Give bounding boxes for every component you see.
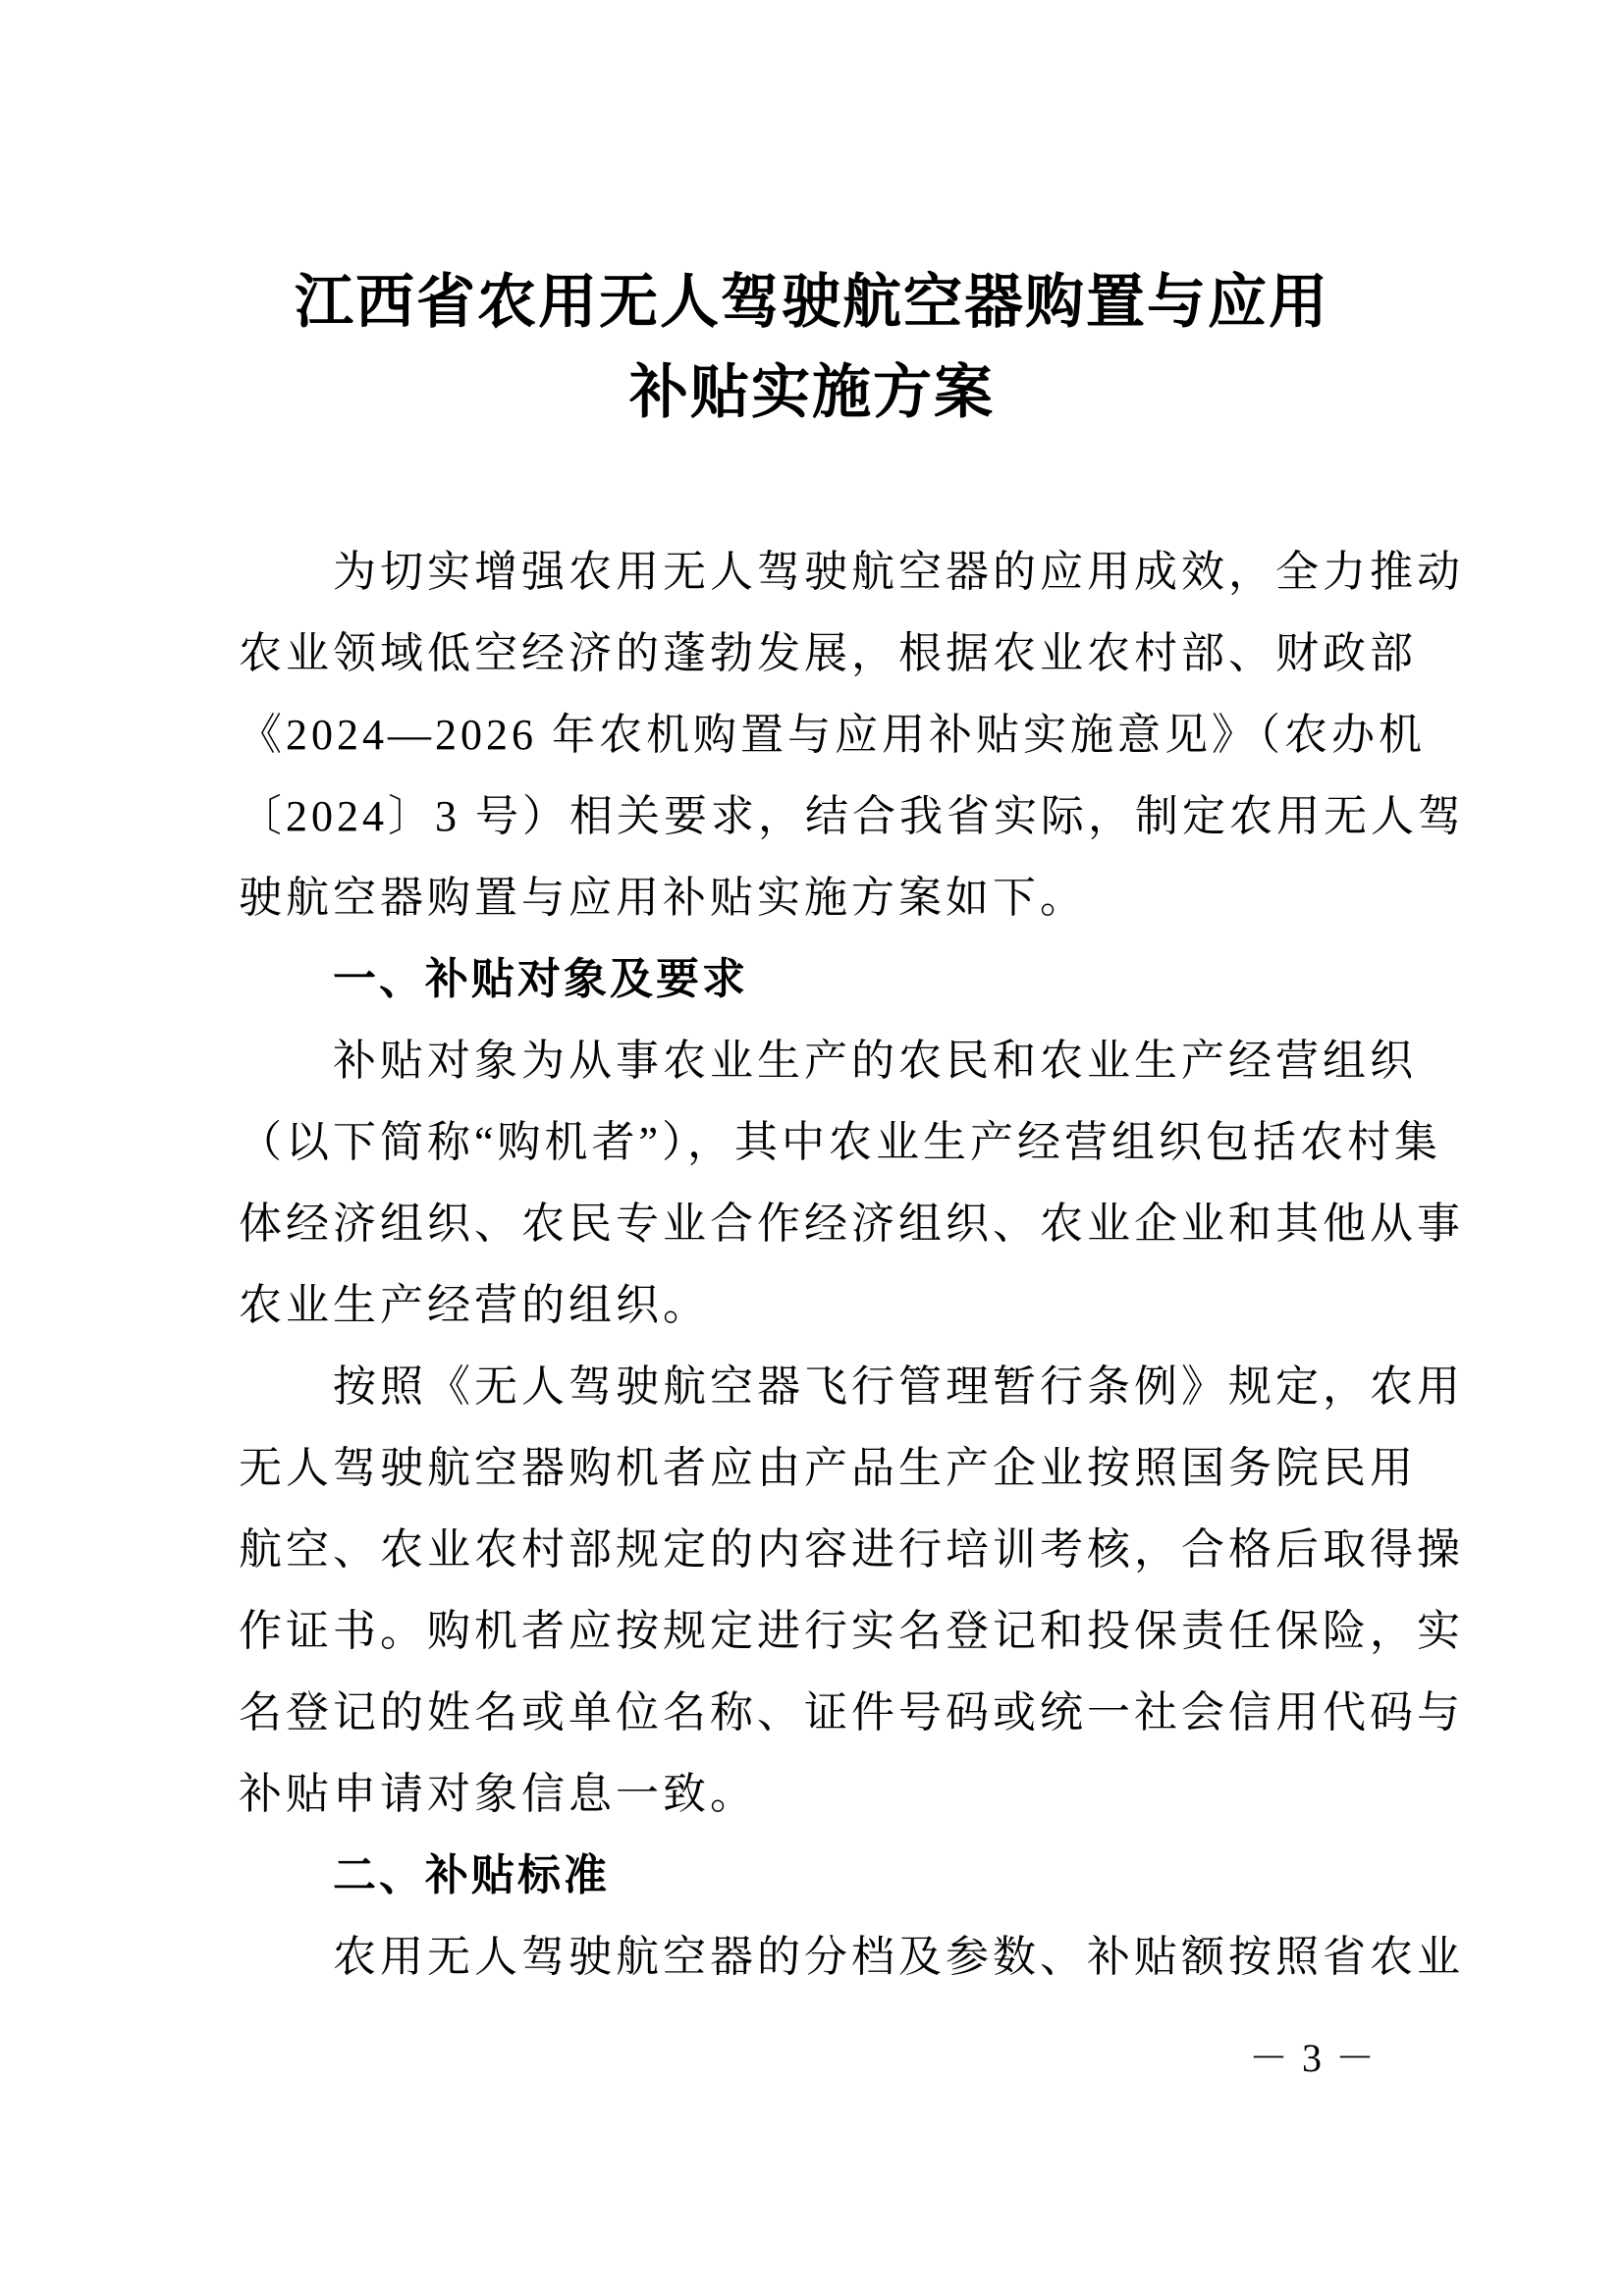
title-line-2: 补贴实施方案 [629,360,995,425]
body-text-line: 体经济组织、农民专业合作经济组织、农业企业和其他从事 [239,1200,1464,1248]
body-text-line: 无人驾驶航空器购机者应由产品生产企业按照国务院民用 [239,1444,1417,1492]
section-heading: 一、补贴对象及要求 [333,955,748,1003]
body-text-line: 补贴对象为从事农业生产的农民和农业生产经营组织 [333,1037,1417,1085]
document-body [239,531,1468,1998]
document-title [0,257,1624,438]
section-heading: 二、补贴标准 [333,1851,610,1899]
body-text-line: 航空、农业农村部规定的内容进行培训考核，合格后取得操 [239,1525,1464,1574]
body-text-line: 补贴申请对象信息一致。 [239,1770,757,1818]
body-text-line: 驶航空器购置与应用补贴实施方案如下。 [239,874,1087,922]
body-text-line: 〔2024〕3 号）相关要求，结合我省实际，制定农用无人驾 [239,792,1465,840]
body-text-line: 农业生产经营的组织。 [239,1281,710,1329]
title-line-1: 江西省农用无人驾驶航空器购置与应用 [295,270,1329,335]
page-number: － 3 － [1249,2036,1377,2080]
body-text-line: （以下简称“购机者”），其中农业生产经营组织包括农村集 [239,1118,1442,1166]
body-text-line: 农用无人驾驶航空器的分档及参数、补贴额按照省农业 [333,1933,1464,1981]
body-text-line: 名登记的姓名或单位名称、证件号码或统一社会信用代码与 [239,1688,1464,1736]
body-text-line: 《2024—2026 年农机购置与应用补贴实施意见》（农办机 [239,711,1426,759]
body-text-line: 作证书。购机者应按规定进行实名登记和投保责任保险，实 [239,1607,1464,1655]
body-text-line: 按照《无人驾驶航空器飞行管理暂行条例》规定，农用 [333,1362,1464,1411]
body-text-line: 为切实增强农用无人驾驶航空器的应用成效，全力推动 [333,548,1464,596]
body-text-line: 农业领域低空经济的蓬勃发展，根据农业农村部、财政部 [239,629,1417,677]
